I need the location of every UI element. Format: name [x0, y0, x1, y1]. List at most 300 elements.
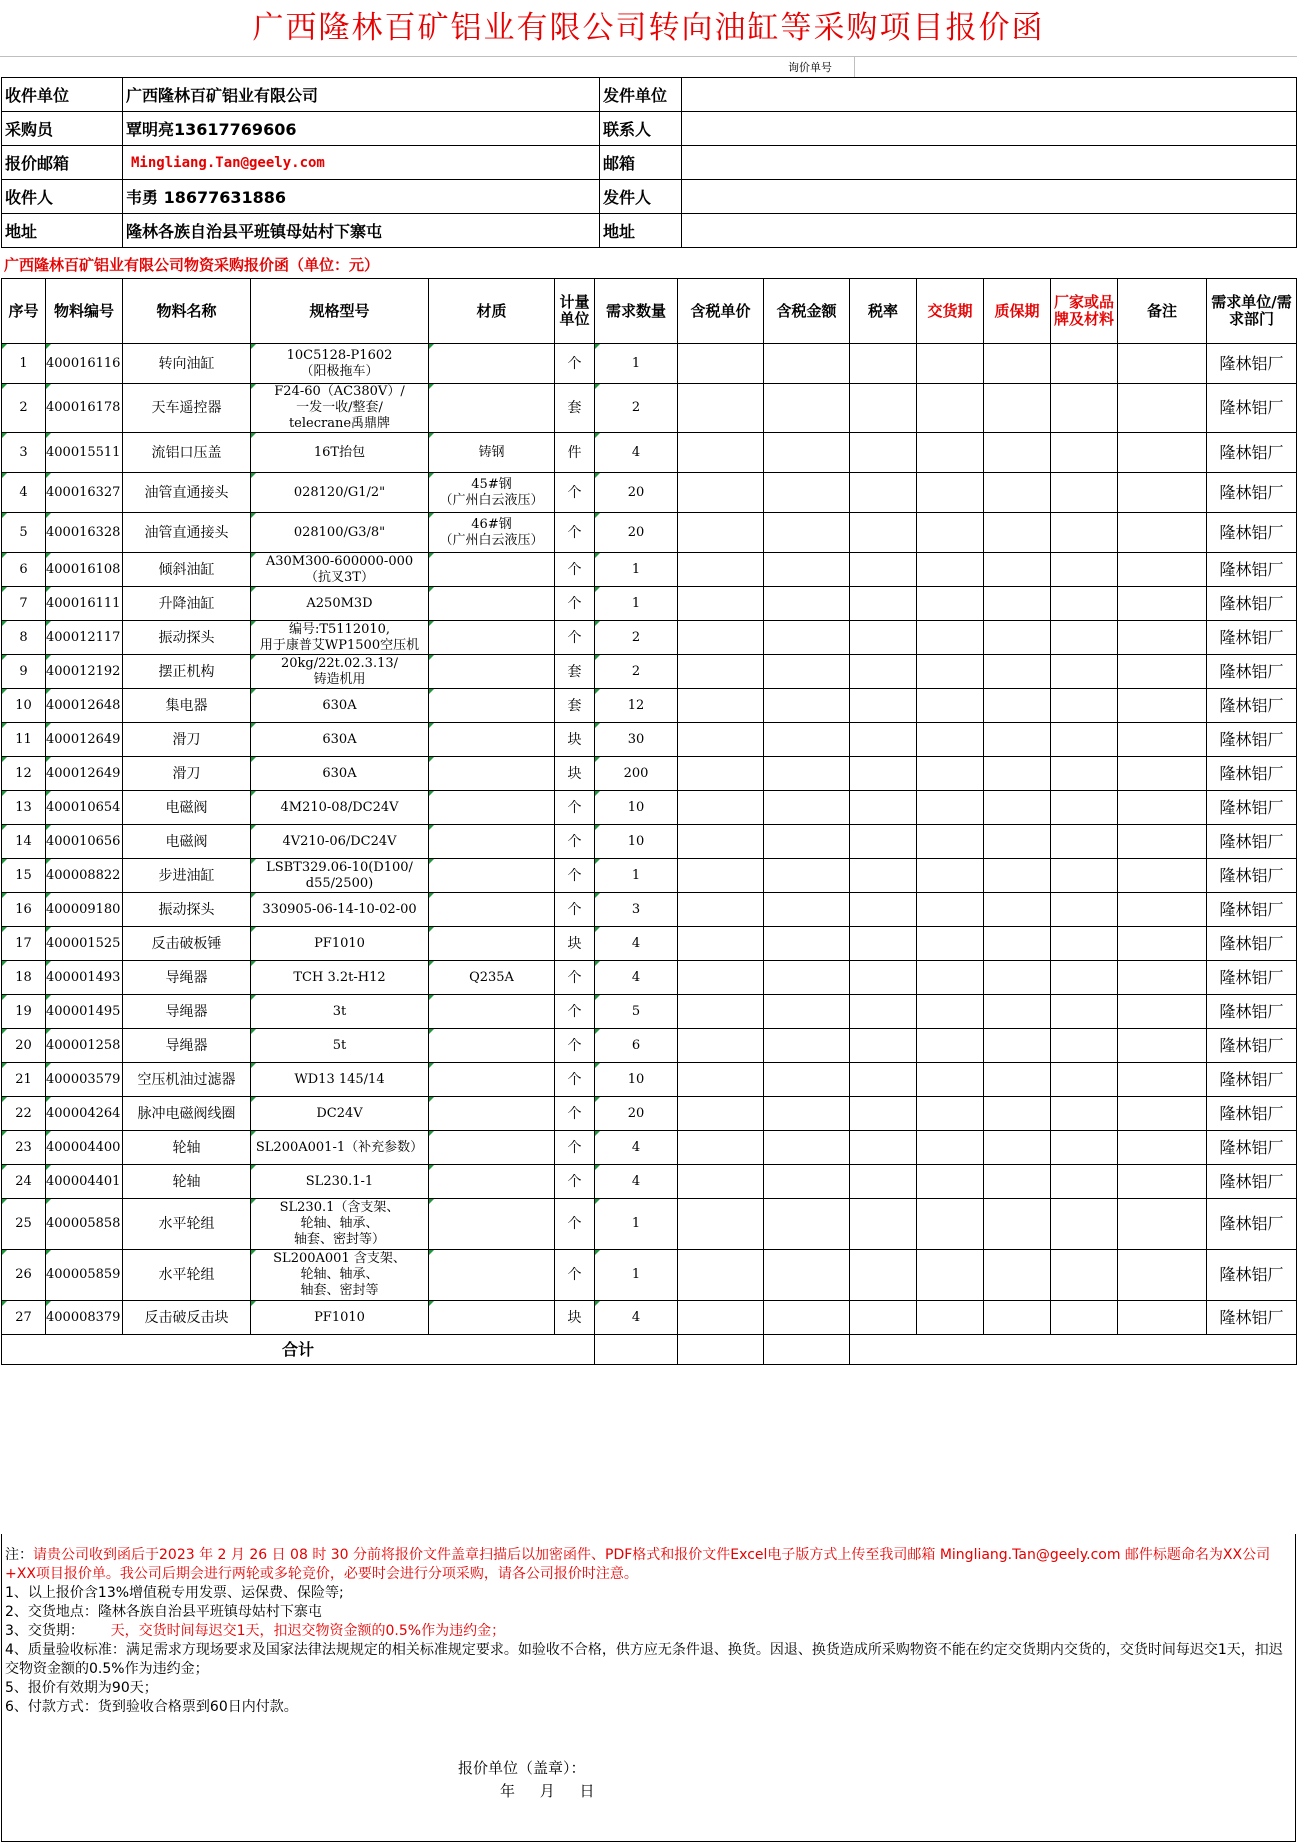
- amount-input[interactable]: [764, 723, 850, 757]
- row-number: 10: [2, 689, 46, 723]
- amount-input[interactable]: [764, 689, 850, 723]
- brand-input[interactable]: [1051, 384, 1118, 433]
- brand-input[interactable]: [1051, 655, 1118, 689]
- material-name: 滑刀: [123, 757, 251, 791]
- delivery-period-input[interactable]: [917, 344, 984, 384]
- notes-prefix: 注：: [5, 1547, 33, 1563]
- demand-dept: 隆林铝厂: [1207, 1199, 1297, 1250]
- warranty-period-input[interactable]: [984, 473, 1051, 513]
- unit-price-input[interactable]: [678, 553, 764, 587]
- sender-address-value[interactable]: [682, 214, 1297, 248]
- remark-input[interactable]: [1118, 1097, 1207, 1131]
- demand-dept: 隆林铝厂: [1207, 859, 1297, 893]
- delivery-period-input[interactable]: [917, 1250, 984, 1301]
- warranty-period-input[interactable]: [984, 723, 1051, 757]
- material-name: 电磁阀: [123, 791, 251, 825]
- amount-input[interactable]: [764, 344, 850, 384]
- receiver-unit-label: 收件单位: [2, 78, 123, 112]
- row-number: 3: [2, 433, 46, 473]
- amount-input[interactable]: [764, 513, 850, 553]
- demand-dept: 隆林铝厂: [1207, 1301, 1297, 1335]
- row-number: 26: [2, 1250, 46, 1301]
- quantity: 4: [595, 1301, 678, 1335]
- tax-rate-input[interactable]: [850, 473, 917, 513]
- remark-input[interactable]: [1118, 1131, 1207, 1165]
- amount-input[interactable]: [764, 825, 850, 859]
- warranty-period-input[interactable]: [984, 859, 1051, 893]
- brand-input[interactable]: [1051, 433, 1118, 473]
- remark-input[interactable]: [1118, 655, 1207, 689]
- tax-rate-input[interactable]: [850, 1199, 917, 1250]
- amount-input[interactable]: [764, 384, 850, 433]
- row-number: 17: [2, 927, 46, 961]
- warranty-period-input[interactable]: [984, 757, 1051, 791]
- quantity: 10: [595, 791, 678, 825]
- warranty-period-input[interactable]: [984, 655, 1051, 689]
- delivery-period-input[interactable]: [917, 723, 984, 757]
- brand-input[interactable]: [1051, 757, 1118, 791]
- amount-input[interactable]: [764, 1097, 850, 1131]
- demand-dept: 隆林铝厂: [1207, 344, 1297, 384]
- demand-dept: 隆林铝厂: [1207, 473, 1297, 513]
- delivery-period-input[interactable]: [917, 893, 984, 927]
- contact-label: 联系人: [600, 112, 682, 146]
- delivery-period-input[interactable]: [917, 621, 984, 655]
- warranty-period-input[interactable]: [984, 433, 1051, 473]
- demand-dept: 隆林铝厂: [1207, 757, 1297, 791]
- total-label: 合计: [2, 1335, 595, 1365]
- warranty-period-input[interactable]: [984, 825, 1051, 859]
- tax-rate-input[interactable]: [850, 859, 917, 893]
- quantity: 4: [595, 1165, 678, 1199]
- amount-input[interactable]: [764, 791, 850, 825]
- col-header: 物料编号: [46, 279, 123, 344]
- row-number: 27: [2, 1301, 46, 1335]
- material-name: 振动探头: [123, 893, 251, 927]
- amount-input[interactable]: [764, 1029, 850, 1063]
- brand-input[interactable]: [1051, 893, 1118, 927]
- tax-rate-input[interactable]: [850, 689, 917, 723]
- warranty-period-input[interactable]: [984, 587, 1051, 621]
- warranty-period-input[interactable]: [984, 1165, 1051, 1199]
- row-number: 2: [2, 384, 46, 433]
- remark-input[interactable]: [1118, 791, 1207, 825]
- demand-dept: 隆林铝厂: [1207, 791, 1297, 825]
- col-header: 含税单价: [678, 279, 764, 344]
- unit: 个: [555, 344, 595, 384]
- material-type: [429, 689, 555, 723]
- unit-price-input[interactable]: [678, 791, 764, 825]
- unit-price-input[interactable]: [678, 1165, 764, 1199]
- spec-model: 4M210-08/DC24V: [251, 791, 429, 825]
- delivery-period-input[interactable]: [917, 689, 984, 723]
- warranty-period-input[interactable]: [984, 791, 1051, 825]
- brand-input[interactable]: [1051, 825, 1118, 859]
- tax-rate-input[interactable]: [850, 757, 917, 791]
- warranty-period-input[interactable]: [984, 689, 1051, 723]
- spec-model: WD13 145/14: [251, 1063, 429, 1097]
- unit-price-input[interactable]: [678, 1063, 764, 1097]
- brand-input[interactable]: [1051, 995, 1118, 1029]
- amount-input[interactable]: [764, 553, 850, 587]
- unit-price-input[interactable]: [678, 1250, 764, 1301]
- demand-dept: 隆林铝厂: [1207, 553, 1297, 587]
- sender-unit-value[interactable]: [682, 78, 1297, 112]
- brand-input[interactable]: [1051, 513, 1118, 553]
- brand-input[interactable]: [1051, 1131, 1118, 1165]
- quantity: 20: [595, 513, 678, 553]
- tax-rate-input[interactable]: [850, 1029, 917, 1063]
- quantity: 4: [595, 433, 678, 473]
- col-header: 物料名称: [123, 279, 251, 344]
- sender-label: 发件人: [600, 180, 682, 214]
- warranty-period-input[interactable]: [984, 1131, 1051, 1165]
- brand-input[interactable]: [1051, 1029, 1118, 1063]
- brand-input[interactable]: [1051, 927, 1118, 961]
- brand-input[interactable]: [1051, 1097, 1118, 1131]
- table-row: [2, 621, 1297, 655]
- unit-price-input[interactable]: [678, 859, 764, 893]
- unit-price-input[interactable]: [678, 621, 764, 655]
- material-name: 流铝口压盖: [123, 433, 251, 473]
- tax-rate-input[interactable]: [850, 1250, 917, 1301]
- remark-input[interactable]: [1118, 553, 1207, 587]
- row-number: 18: [2, 961, 46, 995]
- tax-rate-input[interactable]: [850, 723, 917, 757]
- note-item: 5、报价有效期为90天；: [5, 1680, 158, 1696]
- sender-value[interactable]: [682, 180, 1297, 214]
- amount-input[interactable]: [764, 893, 850, 927]
- delivery-period-input[interactable]: [917, 384, 984, 433]
- brand-input[interactable]: [1051, 621, 1118, 655]
- unit-price-input[interactable]: [678, 473, 764, 513]
- tax-rate-input[interactable]: [850, 344, 917, 384]
- warranty-period-input[interactable]: [984, 995, 1051, 1029]
- remark-input[interactable]: [1118, 961, 1207, 995]
- brand-input[interactable]: [1051, 1199, 1118, 1250]
- delivery-period-input[interactable]: [917, 927, 984, 961]
- tax-rate-input[interactable]: [850, 1063, 917, 1097]
- table-row: [2, 384, 1297, 433]
- warranty-period-input[interactable]: [984, 1063, 1051, 1097]
- delivery-period-input[interactable]: [917, 791, 984, 825]
- tax-rate-input[interactable]: [850, 927, 917, 961]
- unit-price-input[interactable]: [678, 1029, 764, 1063]
- amount-input[interactable]: [764, 473, 850, 513]
- unit: 个: [555, 995, 595, 1029]
- brand-input[interactable]: [1051, 1301, 1118, 1335]
- warranty-period-input[interactable]: [984, 961, 1051, 995]
- material-code: 400012648: [46, 689, 123, 723]
- quantity: 1: [595, 859, 678, 893]
- unit: 个: [555, 961, 595, 995]
- amount-input[interactable]: [764, 757, 850, 791]
- delivery-period-input[interactable]: [917, 1029, 984, 1063]
- unit-price-input[interactable]: [678, 927, 764, 961]
- material-name: 水平轮组: [123, 1199, 251, 1250]
- quantity: 10: [595, 825, 678, 859]
- warranty-period-input[interactable]: [984, 513, 1051, 553]
- amount-input[interactable]: [764, 859, 850, 893]
- total-row: [2, 1335, 1297, 1365]
- delivery-period-input[interactable]: [917, 1199, 984, 1250]
- delivery-period-input[interactable]: [917, 1131, 984, 1165]
- row-number: 24: [2, 1165, 46, 1199]
- quantity: 20: [595, 1097, 678, 1131]
- contact-value[interactable]: [682, 112, 1297, 146]
- warranty-period-input[interactable]: [984, 1301, 1051, 1335]
- spec-model: 20kg/22t.02.3.13/ 铸造机用: [251, 655, 429, 689]
- email-value[interactable]: [682, 146, 1297, 180]
- amount-input[interactable]: [764, 587, 850, 621]
- unit-price-input[interactable]: [678, 961, 764, 995]
- brand-input[interactable]: [1051, 344, 1118, 384]
- buyer-value: 覃明亮13617769606: [123, 112, 600, 146]
- remark-input[interactable]: [1118, 621, 1207, 655]
- col-header: 含税金额: [764, 279, 850, 344]
- table-row: [2, 689, 1297, 723]
- remark-input[interactable]: [1118, 384, 1207, 433]
- table-row: [2, 1165, 1297, 1199]
- spec-model: 5t: [251, 1029, 429, 1063]
- material-code: 400015511: [46, 433, 123, 473]
- amount-input[interactable]: [764, 1165, 850, 1199]
- delivery-period-input[interactable]: [917, 473, 984, 513]
- material-code: 400004401: [46, 1165, 123, 1199]
- quantity: 6: [595, 1029, 678, 1063]
- amount-input[interactable]: [764, 961, 850, 995]
- unit-price-input[interactable]: [678, 344, 764, 384]
- tax-rate-input[interactable]: [850, 995, 917, 1029]
- unit: 个: [555, 1165, 595, 1199]
- quote-email-value[interactable]: Mingliang.Tan@geely.com: [123, 146, 600, 180]
- unit: 个: [555, 587, 595, 621]
- unit-price-input[interactable]: [678, 757, 764, 791]
- unit-price-input[interactable]: [678, 1301, 764, 1335]
- quantity: 10: [595, 1063, 678, 1097]
- delivery-period-input[interactable]: [917, 655, 984, 689]
- table-row: [2, 791, 1297, 825]
- material-type: [429, 1301, 555, 1335]
- tax-rate-input[interactable]: [850, 893, 917, 927]
- tax-rate-input[interactable]: [850, 961, 917, 995]
- delivery-period-input[interactable]: [917, 961, 984, 995]
- demand-dept: 隆林铝厂: [1207, 587, 1297, 621]
- unit-price-input[interactable]: [678, 587, 764, 621]
- quantity: 1: [595, 587, 678, 621]
- delivery-period-input[interactable]: [917, 553, 984, 587]
- remark-input[interactable]: [1118, 893, 1207, 927]
- tax-rate-input[interactable]: [850, 621, 917, 655]
- unit: 个: [555, 859, 595, 893]
- brand-input[interactable]: [1051, 689, 1118, 723]
- tax-rate-input[interactable]: [850, 655, 917, 689]
- note-item: 2、交货地点：隆林各族自治县平班镇母姑村下寨屯: [5, 1604, 322, 1620]
- amount-input[interactable]: [764, 655, 850, 689]
- demand-dept: 隆林铝厂: [1207, 433, 1297, 473]
- unit-price-input[interactable]: [678, 1131, 764, 1165]
- unit-price-input[interactable]: [678, 825, 764, 859]
- brand-input[interactable]: [1051, 961, 1118, 995]
- unit-price-input[interactable]: [678, 995, 764, 1029]
- unit-price-input[interactable]: [678, 1097, 764, 1131]
- brand-input[interactable]: [1051, 723, 1118, 757]
- delivery-period-input[interactable]: [917, 825, 984, 859]
- warranty-period-input[interactable]: [984, 927, 1051, 961]
- remark-input[interactable]: [1118, 1165, 1207, 1199]
- delivery-period-input[interactable]: [917, 995, 984, 1029]
- tax-rate-input[interactable]: [850, 384, 917, 433]
- remark-input[interactable]: [1118, 1250, 1207, 1301]
- unit-price-input[interactable]: [678, 723, 764, 757]
- table-title: 广西隆林百矿铝业有限公司物资采购报价函（单位：元）: [4, 256, 380, 274]
- amount-input[interactable]: [764, 1063, 850, 1097]
- header-info-table: [1, 77, 1297, 248]
- unit-price-input[interactable]: [678, 893, 764, 927]
- warranty-period-input[interactable]: [984, 1029, 1051, 1063]
- remark-input[interactable]: [1118, 1199, 1207, 1250]
- brand-input[interactable]: [1051, 553, 1118, 587]
- warranty-period-input[interactable]: [984, 1097, 1051, 1131]
- delivery-period-input[interactable]: [917, 433, 984, 473]
- delivery-period-input[interactable]: [917, 1301, 984, 1335]
- warranty-period-input[interactable]: [984, 1199, 1051, 1250]
- amount-input[interactable]: [764, 927, 850, 961]
- delivery-period-input[interactable]: [917, 1165, 984, 1199]
- amount-input[interactable]: [764, 621, 850, 655]
- remark-input[interactable]: [1118, 433, 1207, 473]
- remark-input[interactable]: [1118, 344, 1207, 384]
- tax-rate-input[interactable]: [850, 587, 917, 621]
- quantity: 3: [595, 893, 678, 927]
- unit: 块: [555, 723, 595, 757]
- delivery-period-input[interactable]: [917, 513, 984, 553]
- remark-input[interactable]: [1118, 723, 1207, 757]
- total-cell: [595, 1335, 678, 1365]
- remark-input[interactable]: [1118, 587, 1207, 621]
- brand-input[interactable]: [1051, 473, 1118, 513]
- unit-price-input[interactable]: [678, 433, 764, 473]
- remark-input[interactable]: [1118, 995, 1207, 1029]
- material-type: [429, 859, 555, 893]
- material-code: 400016111: [46, 587, 123, 621]
- note-item: 6、付款方式：货到验收合格票到60日内付款。: [5, 1699, 298, 1715]
- amount-input[interactable]: [764, 995, 850, 1029]
- tax-rate-input[interactable]: [850, 1097, 917, 1131]
- brand-input[interactable]: [1051, 791, 1118, 825]
- tax-rate-input[interactable]: [850, 553, 917, 587]
- spec-model: 3t: [251, 995, 429, 1029]
- delivery-period-input[interactable]: [917, 1097, 984, 1131]
- warranty-period-input[interactable]: [984, 1250, 1051, 1301]
- remark-input[interactable]: [1118, 757, 1207, 791]
- material-type: 铸钢: [429, 433, 555, 473]
- brand-input[interactable]: [1051, 1250, 1118, 1301]
- delivery-period-input[interactable]: [917, 587, 984, 621]
- remark-input[interactable]: [1118, 1029, 1207, 1063]
- warranty-period-input[interactable]: [984, 893, 1051, 927]
- warranty-period-input[interactable]: [984, 344, 1051, 384]
- unit-price-input[interactable]: [678, 1199, 764, 1250]
- col-header: 交货期: [917, 279, 984, 344]
- tax-rate-input[interactable]: [850, 513, 917, 553]
- demand-dept: 隆林铝厂: [1207, 1063, 1297, 1097]
- delivery-period-input[interactable]: [917, 757, 984, 791]
- amount-input[interactable]: [764, 1250, 850, 1301]
- brand-input[interactable]: [1051, 1165, 1118, 1199]
- unit-price-input[interactable]: [678, 384, 764, 433]
- table-row: [2, 1097, 1297, 1131]
- remark-input[interactable]: [1118, 825, 1207, 859]
- remark-input[interactable]: [1118, 1301, 1207, 1335]
- warranty-period-input[interactable]: [984, 621, 1051, 655]
- address-label: 地址: [2, 214, 123, 248]
- amount-input[interactable]: [764, 433, 850, 473]
- unit: 个: [555, 1131, 595, 1165]
- inquiry-number-row: [0, 56, 1297, 77]
- receiver-unit-value: 广西隆林百矿铝业有限公司: [123, 78, 600, 112]
- brand-input[interactable]: [1051, 859, 1118, 893]
- unit: 套: [555, 384, 595, 433]
- tax-rate-input[interactable]: [850, 433, 917, 473]
- demand-dept: 隆林铝厂: [1207, 655, 1297, 689]
- inquiry-number-field[interactable]: [854, 57, 1297, 77]
- note-item: 1、以上报价含13%增值税专用发票、运保费、保险等;: [5, 1585, 344, 1601]
- amount-input[interactable]: [764, 1199, 850, 1250]
- delivery-period-input[interactable]: [917, 1063, 984, 1097]
- col-header: 需求数量: [595, 279, 678, 344]
- total-amount-cell[interactable]: [764, 1335, 850, 1365]
- tax-rate-input[interactable]: [850, 791, 917, 825]
- tax-rate-input[interactable]: [850, 1301, 917, 1335]
- unit-price-input[interactable]: [678, 689, 764, 723]
- demand-dept: 隆林铝厂: [1207, 1165, 1297, 1199]
- row-number: 5: [2, 513, 46, 553]
- recipient-value: 韦勇 18677631886: [123, 180, 600, 214]
- col-header: 需求单位/需求部门: [1207, 279, 1297, 344]
- total-cell: [850, 1335, 1297, 1365]
- amount-input[interactable]: [764, 1131, 850, 1165]
- remark-input[interactable]: [1118, 1063, 1207, 1097]
- tax-rate-input[interactable]: [850, 1165, 917, 1199]
- table-row: [2, 757, 1297, 791]
- material-code: 400016178: [46, 384, 123, 433]
- remark-input[interactable]: [1118, 513, 1207, 553]
- spec-model: 编号:T5112010, 用于康普艾WP1500空压机: [251, 621, 429, 655]
- col-header: 序号: [2, 279, 46, 344]
- material-name: 油管直通接头: [123, 513, 251, 553]
- tax-rate-input[interactable]: [850, 825, 917, 859]
- material-code: 400010656: [46, 825, 123, 859]
- warranty-period-input[interactable]: [984, 384, 1051, 433]
- remark-input[interactable]: [1118, 689, 1207, 723]
- brand-input[interactable]: [1051, 1063, 1118, 1097]
- material-code: 400008379: [46, 1301, 123, 1335]
- table-row: [2, 1063, 1297, 1097]
- remark-input[interactable]: [1118, 927, 1207, 961]
- remark-input[interactable]: [1118, 473, 1207, 513]
- unit-price-input[interactable]: [678, 655, 764, 689]
- tax-rate-input[interactable]: [850, 1131, 917, 1165]
- amount-input[interactable]: [764, 1301, 850, 1335]
- warranty-period-input[interactable]: [984, 553, 1051, 587]
- delivery-period-input[interactable]: [917, 859, 984, 893]
- brand-input[interactable]: [1051, 587, 1118, 621]
- demand-dept: 隆林铝厂: [1207, 995, 1297, 1029]
- demand-dept: 隆林铝厂: [1207, 1131, 1297, 1165]
- remark-input[interactable]: [1118, 859, 1207, 893]
- unit-price-input[interactable]: [678, 513, 764, 553]
